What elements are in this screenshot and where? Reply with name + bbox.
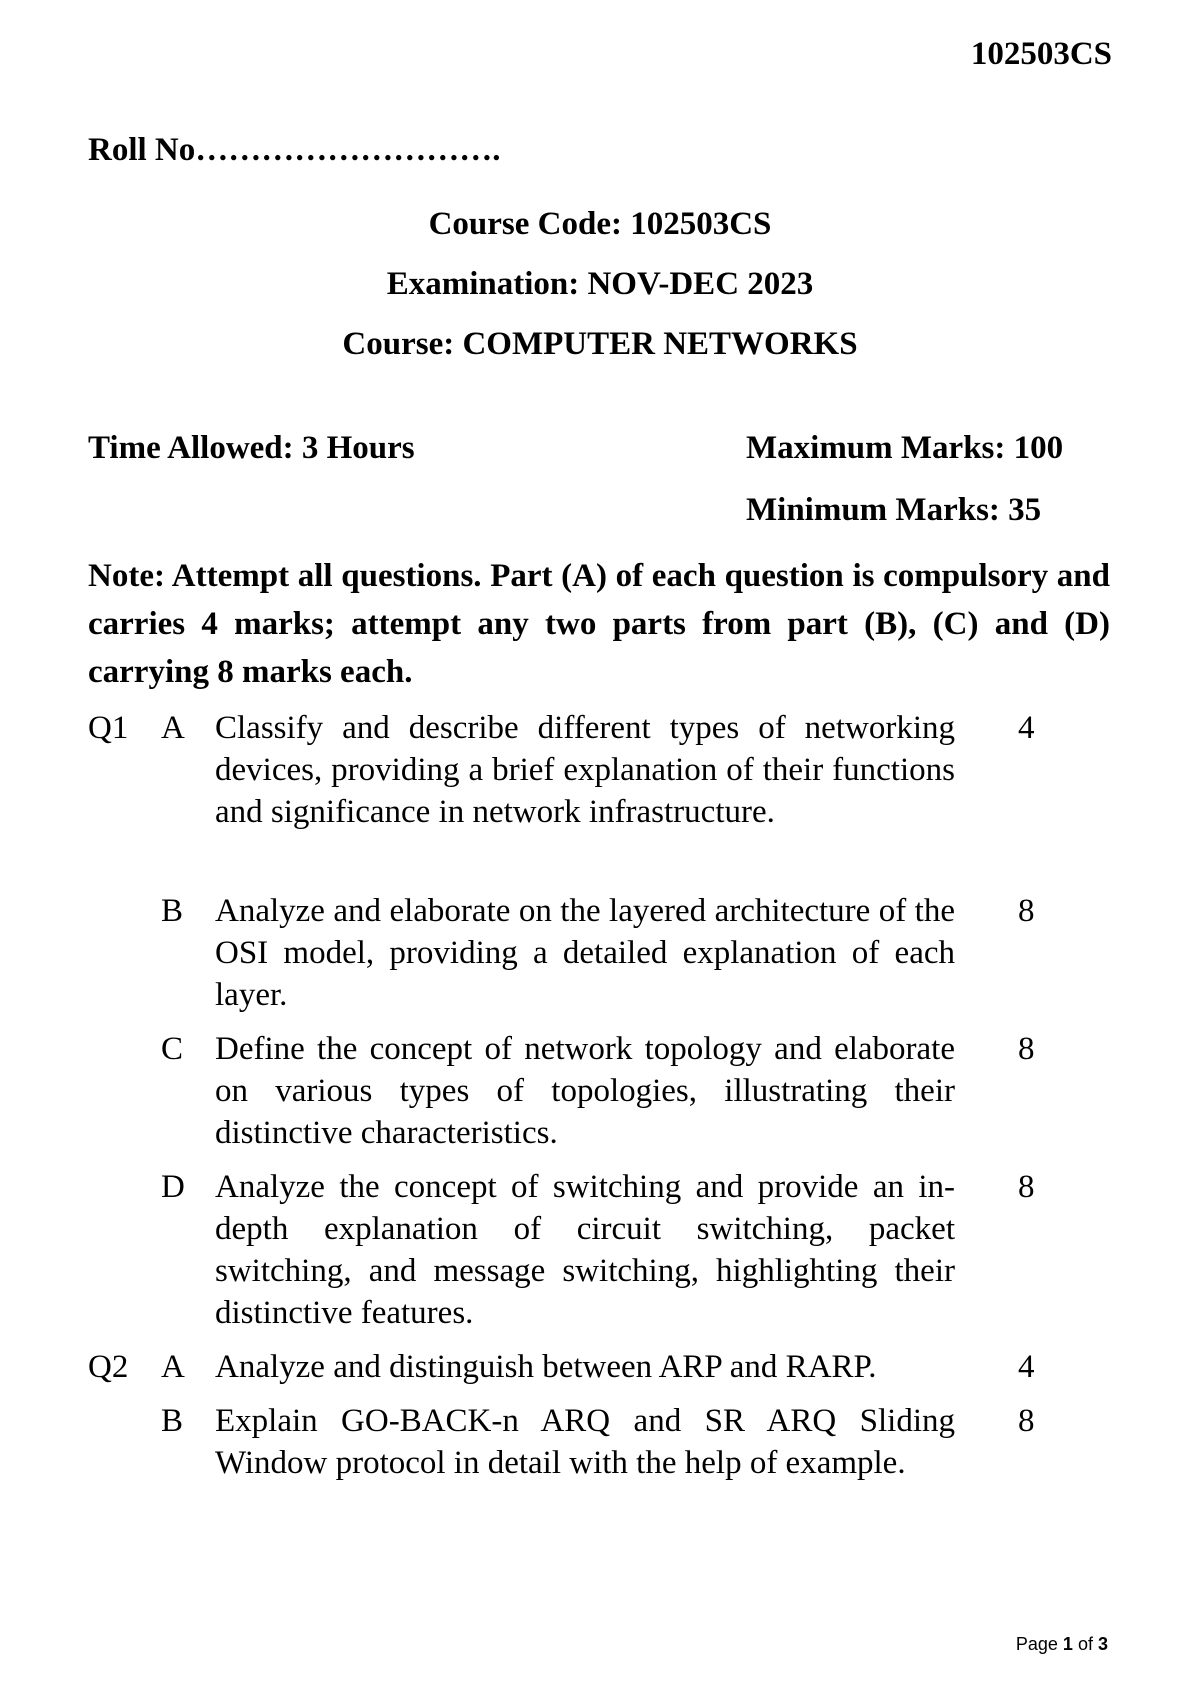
of-word: of [1077, 1634, 1093, 1654]
part-label: A [161, 710, 185, 746]
current-page: 1 [1062, 1634, 1073, 1654]
marks: 8 [1018, 1031, 1035, 1067]
question-number: Q2 [88, 1349, 129, 1385]
part-label: D [161, 1169, 185, 1205]
marks: 8 [1018, 1169, 1035, 1205]
marks: 8 [1018, 893, 1035, 929]
instructions-note: Note: Attempt all questions. Part (A) of each question is compulsory and carries 4 marks; attempt any two parts from part (B), (C) and (D) carrying 8 marks each. [88, 558, 1110, 690]
marks: 8 [1018, 1403, 1035, 1439]
total-pages: 3 [1097, 1634, 1108, 1654]
marks: 4 [1018, 710, 1035, 746]
part-label: A [161, 1349, 185, 1385]
question-text: Explain GO-BACK-n ARQ and SR ARQ Sliding Window protocol in detail with the help of example. [215, 1403, 955, 1481]
page-footer [1016, 1634, 1108, 1655]
course-title: Course: COMPUTER NETWORKS [342, 326, 858, 362]
question-text: Analyze and elaborate on the layered architecture of the OSI model, providing a detailed explanation of each layer. [215, 893, 955, 1013]
question-text: Analyze and distinguish between ARP and RARP. [215, 1349, 877, 1385]
part-label: B [161, 893, 184, 929]
part-label: B [161, 1403, 184, 1439]
examination: Examination: NOV-DEC 2023 [386, 266, 814, 302]
paper-code: 102503CS [970, 36, 1112, 72]
maximum-marks: Maximum Marks: 100 [746, 430, 1064, 466]
question-number: Q1 [88, 710, 129, 746]
marks: 4 [1018, 1349, 1035, 1385]
question-text: Classify and describe different types of networking devices, providing a brief explanation of their functions and significance in network infrastructure. [215, 710, 955, 830]
question-text: Define the concept of network topology and elaborate on various types of topologies, illustrating their distinctive characteristics. [215, 1031, 955, 1151]
page-word: Page [1015, 1634, 1058, 1654]
time-allowed: Time Allowed: 3 Hours [88, 430, 415, 466]
course-code: Course Code: 102503CS [428, 206, 772, 242]
roll-number-line: Roll No………………………. [88, 132, 501, 168]
question-text: Analyze the concept of switching and provide an in-depth explanation of circuit switching, packet switching, and message switching, highlighting their distinctive features. [215, 1169, 955, 1331]
minimum-marks: Minimum Marks: 35 [746, 492, 1042, 528]
part-label: C [161, 1031, 184, 1067]
